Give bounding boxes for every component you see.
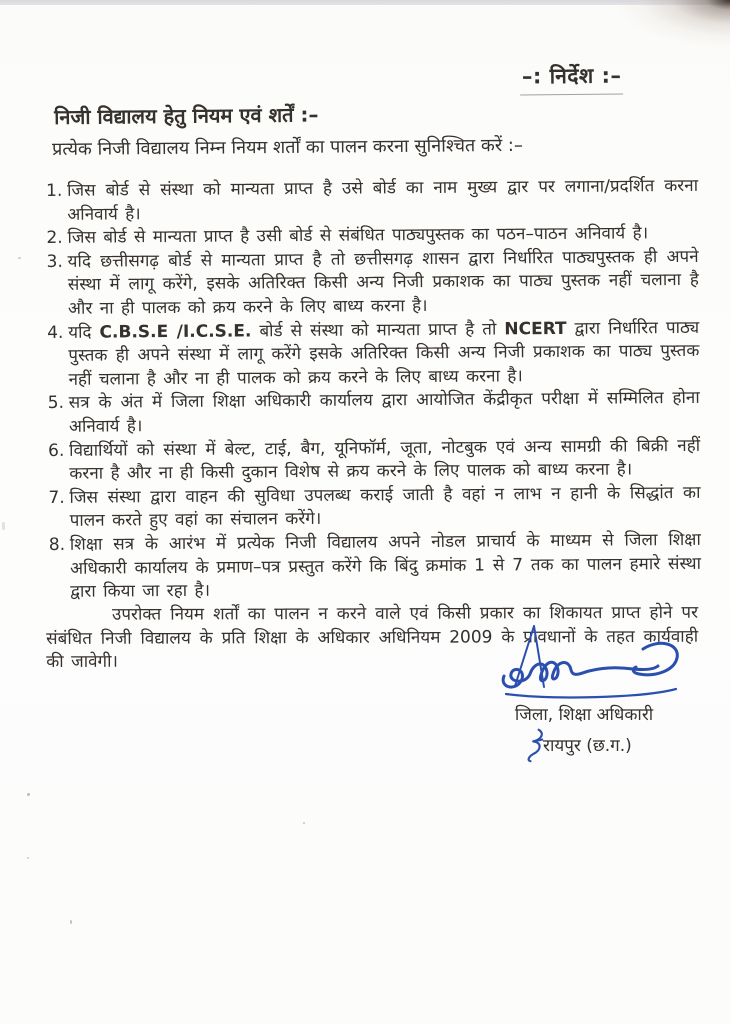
rule-item-4	[47, 316, 700, 392]
rule-number: 2.	[46, 228, 63, 249]
rule-number: 5.	[47, 393, 65, 414]
rule-number: 3.	[46, 251, 63, 272]
rule-item-7	[48, 482, 700, 534]
scan-speck	[27, 793, 30, 796]
signatory-place: रायपुर (छ.ग.)	[543, 735, 632, 756]
scan-smudge	[2, 522, 5, 530]
rule-item-6	[48, 434, 700, 486]
rule-number: 8.	[48, 534, 66, 555]
rules-list	[46, 175, 701, 605]
rule-text: यदि छत्तीसगढ़ बोर्ड से मान्यता प्राप्त है तो छत्तीसगढ़ शासन द्वारा निर्धारित पाठ्यपुस्तक ही अपने संस्था में लागू करेंगे, इसके अतिरिक्त किसी अन्य निजी प्रकाशक का पाठ्य पुस्तक नहीं चलाना है और ना ही पालक को क्रय करने के लिए बाध्य करना है।	[67, 246, 699, 319]
rule-number: 6.	[48, 440, 65, 461]
rule-text: शिक्षा सत्र के आरंभ में प्रत्येक निजी विद्यालय अपने नोडल प्राचार्य के माध्यम से जिला शिक्षा अधिकारी कार्यालय के प्रमाण–पत्र प्रस्तुत करेंगे कि बिंदु क्रमांक 1 से 7 तक का पालन हमारे संस्था द्वारा किया जा रहा है।	[69, 529, 702, 602]
rule-number: 1.	[46, 180, 63, 201]
rule-text: जिस संस्था द्वारा वाहन की सुविधा उपलब्ध कराई जाती है वहां न लाभ न हानी के सिद्धांत का पालन करते हुए वहां का संचालन करेंगे।	[69, 482, 701, 532]
scan-speck	[27, 857, 29, 859]
rule-item-3	[47, 246, 700, 322]
rule-text: जिस बोर्ड से संस्था को मान्यता प्राप्त है उसे बोर्ड का नाम मुख्य द्वार पर लगाना/प्रदर्शित करना अनिवार्य है।	[67, 175, 699, 225]
rule-text: यदि C.B.S.E /I.C.S.E. बोर्ड से संस्था को मान्यता प्राप्त है तो NCERT द्वारा निर्धारित पाठ्य पुस्तक ही अपने संस्था में लागू करेंगे इसके अतिरिक्त किसी अन्य निजी प्रकाशक का पाठ्य पुस्तक नहीं चलाना है और ना ही पालक को क्रय करने के लिए बाध्य करना है।	[68, 317, 700, 390]
section-title: निजी विद्यालय हेतु नियम एवं शर्तें :–	[54, 102, 319, 129]
scan-speck	[18, 257, 21, 259]
signatory-place-row	[524, 725, 632, 763]
rule-item-1	[46, 175, 698, 227]
scan-speck	[70, 920, 72, 924]
rule-text: सत्र के अंत में जिला शिक्षा अधिकारी कार्यालय द्वारा आयोजित केंद्रीकृत परीक्षा में सम्मिलित होना अनिवार्य है।	[68, 388, 700, 437]
scan-speck	[303, 822, 305, 824]
rule-item-8	[49, 529, 702, 605]
rule-text: विद्यार्थियों को संस्था में बेल्ट, टाई, बैग, यूनिफॉर्म, जूता, नोटबुक एवं अन्य सामग्री की बिक्री नहीं करना है और ना ही किसी दुकान विशेष से क्रय करने के लिए पालक को बाध्य करना है।	[69, 435, 701, 484]
signatory-designation: जिला, शिक्षा अधिकारी	[514, 705, 654, 725]
rule-item-5	[48, 387, 700, 439]
document-heading: –: निर्देश :–	[520, 62, 624, 96]
signature-ink	[492, 614, 698, 700]
rule-text: जिस बोर्ड से मान्यता प्राप्त है उसी बोर्ड से संबंधित पाठ्यपुस्तक का पठन–पाठन अनिवार्य है।	[67, 223, 649, 249]
rule-number: 4.	[47, 322, 64, 343]
intro-line: प्रत्येक निजी विद्यालय निम्न नियम शर्तों का पालन करना सुनिश्चित करें :–	[52, 134, 524, 160]
closing-paragraph: उपरोक्त नियम शर्तों का पालन न करने वाले एवं किसी प्रकार का शिकायत प्राप्त होने पर संबंधित निजी विद्यालय के प्रति शिक्षा के अधिकार अधिनियम 2009 के प्रावधानों के तहत कार्यवाही की जावेगी।	[46, 602, 699, 673]
scan-corner-shadow	[590, 0, 730, 52]
rule-number: 7.	[48, 487, 65, 508]
